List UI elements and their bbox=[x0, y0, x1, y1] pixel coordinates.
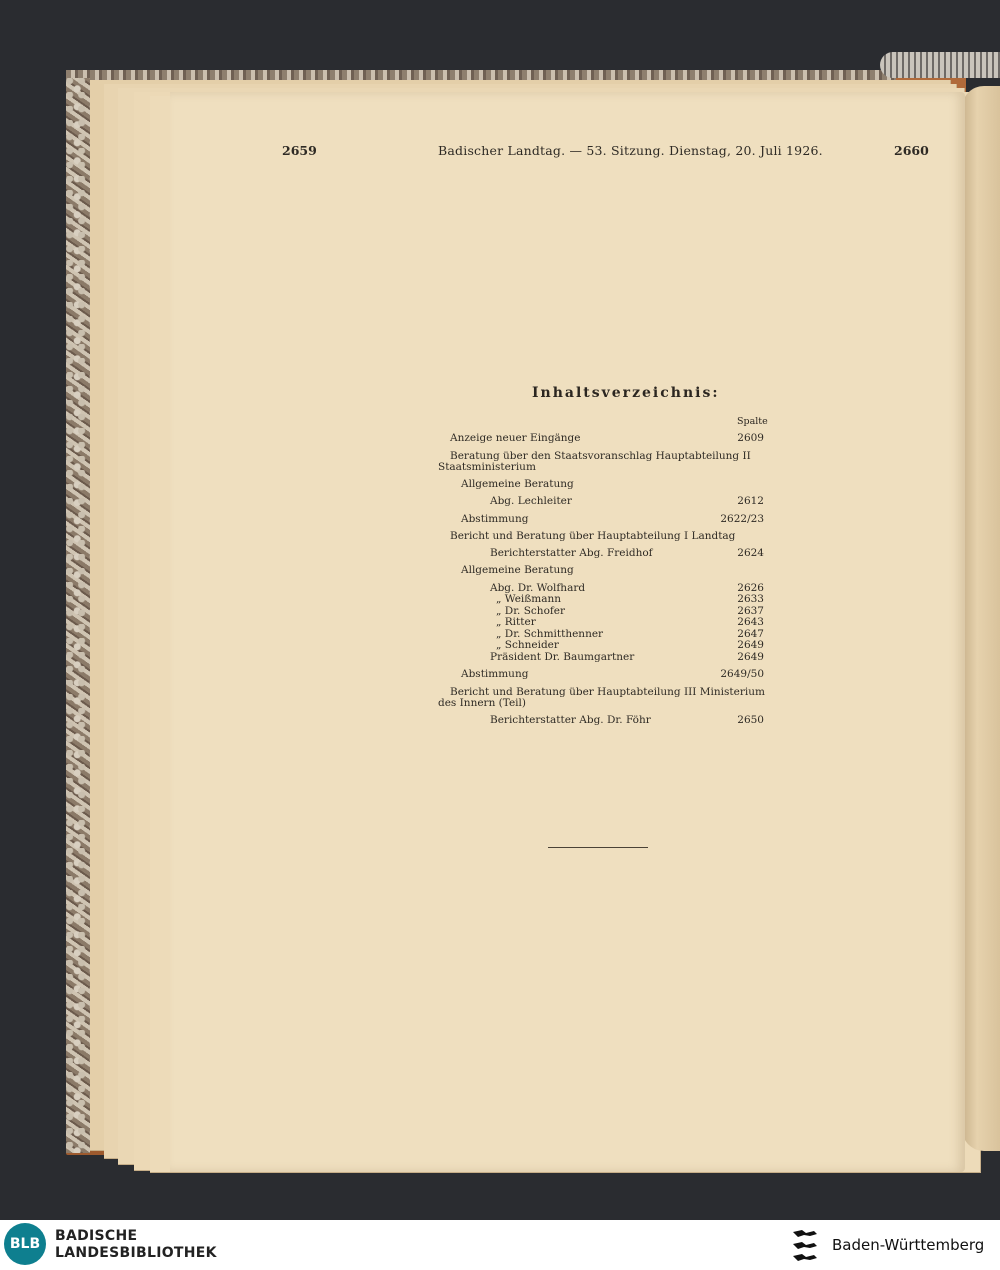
library-name-line1: BADISCHE bbox=[55, 1228, 138, 1244]
toc-entry: Anzeige neuer Eingänge bbox=[450, 432, 581, 444]
toc-page: 2649 bbox=[737, 651, 764, 663]
toc-entry: Staatsministerium bbox=[438, 461, 536, 473]
library-name-line2: LANDESBIBLIOTHEK bbox=[55, 1245, 217, 1261]
state-name: Baden-Württemberg bbox=[832, 1236, 985, 1254]
toc-page: 2649 bbox=[737, 639, 764, 651]
toc-page: 2633 bbox=[737, 593, 764, 605]
toc-entry: „ Dr. Schmitthenner bbox=[496, 628, 604, 640]
toc-page: 2622/23 bbox=[720, 513, 764, 525]
bookmark-ribbon bbox=[880, 52, 1000, 78]
toc-heading: Inhaltsverzeichnis: bbox=[532, 385, 720, 401]
toc-page: 2647 bbox=[737, 628, 764, 640]
toc-entry: „ Ritter bbox=[496, 616, 536, 628]
toc-entry: Bericht und Beratung über Hauptabteilung I Landtag bbox=[450, 530, 736, 542]
running-header: Badischer Landtag. — 53. Sitzung. Dienstag, 20. Juli 1926. bbox=[438, 143, 823, 158]
toc-page: 2624 bbox=[737, 547, 764, 559]
toc-entry: Präsident Dr. Baumgartner bbox=[490, 651, 635, 663]
cover-marbled-edge bbox=[66, 78, 90, 1153]
toc-entry: Bericht und Beratung über Hauptabteilung III Ministerium bbox=[450, 686, 765, 698]
lions-crest-icon bbox=[790, 1226, 820, 1264]
toc-column-label: Spalte bbox=[737, 416, 768, 427]
page-number-right: 2660 bbox=[894, 143, 929, 158]
toc-page: 2626 bbox=[737, 582, 764, 594]
toc-entry: des Innern (Teil) bbox=[438, 697, 526, 709]
toc-entry: „ Dr. Schofer bbox=[496, 605, 566, 617]
cover-marbled-top bbox=[66, 70, 896, 80]
toc-page: 2650 bbox=[737, 714, 764, 726]
toc-entry: „ Schneider bbox=[496, 639, 559, 651]
blb-logo-badge[interactable]: BLB bbox=[4, 1223, 46, 1265]
toc-entry: Beratung über den Staatsvoranschlag Hauptabteilung II bbox=[450, 450, 751, 462]
toc-entry: Abstimmung bbox=[461, 513, 529, 525]
toc-entry: Abg. Dr. Wolfhard bbox=[490, 582, 586, 594]
book-gutter bbox=[962, 86, 1000, 1151]
toc-page: 2649/50 bbox=[720, 668, 764, 680]
toc-entry: Allgemeine Beratung bbox=[461, 478, 574, 490]
toc-page: 2609 bbox=[737, 432, 764, 444]
page-number-left: 2659 bbox=[282, 143, 317, 158]
toc-page: 2612 bbox=[737, 495, 764, 507]
toc-entry: Berichterstatter Abg. Freidhof bbox=[490, 547, 653, 559]
toc-entry: Abg. Lechleiter bbox=[490, 495, 572, 507]
section-divider bbox=[548, 847, 648, 848]
toc-entry: „ Weißmann bbox=[496, 593, 562, 605]
toc-entry: Abstimmung bbox=[461, 668, 529, 680]
toc-page: 2637 bbox=[737, 605, 764, 617]
toc-page: 2643 bbox=[737, 616, 764, 628]
toc-entry: Berichterstatter Abg. Dr. Föhr bbox=[490, 714, 651, 726]
toc-entry: Allgemeine Beratung bbox=[461, 564, 574, 576]
